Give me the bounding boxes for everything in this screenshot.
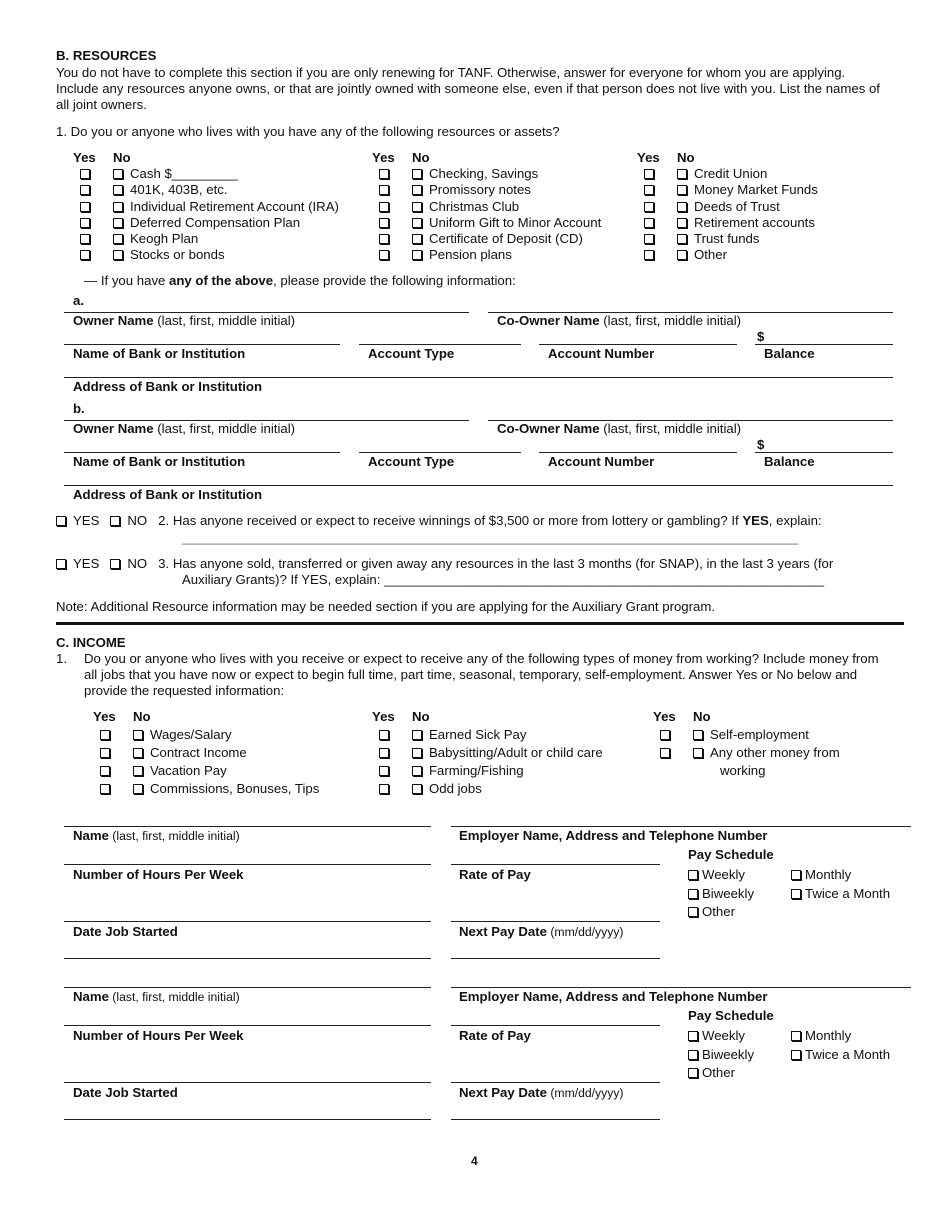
- checklist-item: [73, 166, 339, 182]
- checklist-item-label: Credit Union: [694, 166, 768, 182]
- hours-line[interactable]: [64, 921, 431, 922]
- job-name-line[interactable]: [64, 1025, 431, 1026]
- hours-per-week-label: Number of Hours Per Week: [73, 867, 244, 882]
- q2-explain-line[interactable]: ____________________________________________________________________________________: [182, 530, 799, 545]
- q3-yes-checkbox[interactable]: [56, 559, 66, 569]
- twice-a-month-checkbox[interactable]: [791, 1050, 801, 1060]
- bank-name-line[interactable]: [64, 452, 340, 453]
- yes-checkbox[interactable]: [379, 218, 389, 228]
- date-started-line[interactable]: [64, 1119, 431, 1120]
- rate-of-pay-label: Rate of Pay: [459, 1028, 531, 1043]
- twice-a-month-checkbox[interactable]: [791, 889, 801, 899]
- no-checkbox[interactable]: [412, 234, 422, 244]
- checklist-item-label: Deeds of Trust: [694, 198, 780, 214]
- other-checkbox[interactable]: [688, 907, 698, 917]
- resources-col1: [73, 150, 339, 263]
- section-divider: [56, 622, 904, 625]
- resources-question-1: 1. Do you or anyone who lives with you have any of the following resources or assets?: [56, 124, 560, 139]
- bank-address-line[interactable]: [64, 377, 893, 378]
- job-name-label: Name (last, first, middle initial): [73, 989, 240, 1004]
- yes-checkbox[interactable]: [644, 218, 654, 228]
- no-checkbox[interactable]: [412, 730, 422, 740]
- yes-header: Yes: [93, 709, 116, 724]
- income-col3-continuation: working: [720, 763, 766, 778]
- bank-address-label: Address of Bank or Institution: [73, 487, 263, 502]
- yes-checkbox[interactable]: [80, 202, 90, 212]
- no-checkbox[interactable]: [677, 218, 687, 228]
- checklist-item-label: Stocks or bonds: [130, 247, 225, 263]
- income-col2: [372, 709, 603, 799]
- yes-checkbox[interactable]: [644, 202, 654, 212]
- resources-intro: You do not have to complete this section if you are only renewing for TANF. Otherwise, answer for everyone for whom you are applying. Include any resources anyone owns, or that are jointly owned with someone else, even if that person does not live with you. List the names of all joint owners.: [56, 65, 880, 113]
- income-col1: [93, 709, 319, 799]
- checklist-item-label: Commissions, Bonuses, Tips: [150, 781, 320, 796]
- employer-label: Employer Name, Address and Telephone Number: [459, 828, 768, 843]
- checklist-item-label: Vacation Pay: [150, 763, 227, 778]
- yes-checkbox[interactable]: [660, 730, 670, 740]
- yes-checkbox[interactable]: [644, 234, 654, 244]
- rate-of-pay-label: Rate of Pay: [459, 867, 531, 882]
- other-option[interactable]: Other: [688, 904, 735, 919]
- account-type-label: Account Type: [368, 346, 455, 361]
- income-col3: [653, 709, 840, 781]
- page-number: 4: [471, 1154, 478, 1168]
- checklist-item: [372, 781, 603, 799]
- question-3: YES NO 3. Has anyone sold, transferred or given away any resources in the last 3 months (for SNAP), in the last 3 years (for: [56, 556, 833, 571]
- income-heading: C. INCOME: [56, 635, 126, 650]
- account-type-line[interactable]: [359, 344, 521, 345]
- checklist-item: [372, 745, 603, 763]
- twice-a-month-option[interactable]: Twice a Month: [791, 886, 890, 901]
- monthly-option[interactable]: Monthly: [791, 867, 851, 882]
- yes-checkbox[interactable]: [100, 784, 110, 794]
- checklist-item-label: Other: [694, 247, 727, 263]
- monthly-option[interactable]: Monthly: [791, 1028, 851, 1043]
- yes-checkbox[interactable]: [379, 202, 389, 212]
- no-checkbox[interactable]: [113, 250, 123, 260]
- date-job-started-label: Date Job Started: [73, 924, 178, 939]
- yes-checkbox[interactable]: [379, 766, 389, 776]
- account-type-line[interactable]: [359, 452, 521, 453]
- income-question-1: Do you or anyone who lives with you receive or expect to receive any of the following types of money from working? Include money from all jobs that you have now or expect to begin full time, part time, seasonal, temporary, self-employment. Answer Yes or No below and provide the requested information:: [84, 651, 879, 699]
- checklist-item-label: Keogh Plan: [130, 231, 199, 247]
- other-checkbox[interactable]: [688, 1068, 698, 1078]
- checklist-item: [73, 199, 339, 215]
- other-option[interactable]: Other: [688, 1065, 735, 1080]
- owner-name-label: Owner Name (last, first, middle initial): [73, 421, 296, 436]
- checklist-item-label: Earned Sick Pay: [429, 727, 527, 742]
- checklist-item-label: Wages/Salary: [150, 727, 232, 742]
- checklist-item: [372, 215, 601, 231]
- checklist-item-label: Self-employment: [710, 727, 809, 742]
- yes-header: Yes: [637, 150, 660, 165]
- yes-checkbox[interactable]: [379, 730, 389, 740]
- job-name-line[interactable]: [64, 864, 431, 865]
- checklist-item-label: Checking, Savings: [429, 166, 539, 182]
- checklist-item: [372, 763, 603, 781]
- no-checkbox[interactable]: [412, 766, 422, 776]
- account-number-line[interactable]: [539, 452, 737, 453]
- no-checkbox[interactable]: [412, 169, 422, 179]
- coowner-name-label: Co-Owner Name (last, first, middle initial): [497, 313, 742, 328]
- weekly-checkbox[interactable]: [688, 1031, 698, 1041]
- no-checkbox[interactable]: [133, 784, 143, 794]
- no-checkbox[interactable]: [133, 748, 143, 758]
- no-header: No: [133, 709, 151, 724]
- bank-address-line[interactable]: [64, 485, 893, 486]
- employer-top-line: [451, 987, 911, 988]
- yes-header: Yes: [73, 150, 96, 165]
- weekly-option[interactable]: Weekly: [688, 867, 745, 882]
- yes-checkbox[interactable]: [100, 730, 110, 740]
- pay-schedule-label: Pay Schedule: [688, 847, 774, 862]
- yes-checkbox[interactable]: [100, 748, 110, 758]
- no-checkbox[interactable]: [133, 730, 143, 740]
- yes-header: Yes: [653, 709, 676, 724]
- no-checkbox[interactable]: [113, 185, 123, 195]
- weekly-option[interactable]: Weekly: [688, 1028, 745, 1043]
- yes-checkbox[interactable]: [80, 218, 90, 228]
- checklist-item: [93, 781, 319, 799]
- biweekly-option[interactable]: Biweekly: [688, 1047, 754, 1062]
- biweekly-checkbox[interactable]: [688, 1050, 698, 1060]
- hours-line[interactable]: [64, 1082, 431, 1083]
- no-checkbox[interactable]: [113, 218, 123, 228]
- bank-name-label: Name of Bank or Institution: [73, 454, 246, 469]
- block-letter: a.: [73, 293, 84, 308]
- checklist-item: [653, 745, 840, 763]
- yes-checkbox[interactable]: [644, 169, 654, 179]
- account-number-label: Account Number: [548, 346, 655, 361]
- yes-checkbox[interactable]: [379, 185, 389, 195]
- checklist-item-label: Babysitting/Adult or child care: [429, 745, 603, 760]
- balance-line[interactable]: [755, 344, 893, 345]
- yes-checkbox[interactable]: [80, 250, 90, 260]
- no-checkbox[interactable]: [677, 169, 687, 179]
- coowner-name-label: Co-Owner Name (last, first, middle initial): [497, 421, 742, 436]
- yes-checkbox[interactable]: [644, 250, 654, 260]
- yes-checkbox[interactable]: [379, 784, 389, 794]
- checklist-item: [73, 182, 339, 198]
- employer-line[interactable]: [451, 1025, 660, 1026]
- no-checkbox[interactable]: [113, 169, 123, 179]
- checklist-item: [372, 231, 601, 247]
- question-3-cont: Auxiliary Grants)? If YES, explain: ____________________________________________________________: [182, 572, 825, 587]
- yes-checkbox[interactable]: [100, 766, 110, 776]
- checklist-item-label: Pension plans: [429, 247, 512, 263]
- next-pay-date-line[interactable]: [451, 958, 660, 959]
- no-checkbox[interactable]: [412, 185, 422, 195]
- employer-label: Employer Name, Address and Telephone Number: [459, 989, 768, 1004]
- no-checkbox[interactable]: [113, 234, 123, 244]
- checklist-item: [637, 231, 818, 247]
- balance-label: Balance: [764, 346, 815, 361]
- no-header: No: [693, 709, 711, 724]
- date-started-line[interactable]: [64, 958, 431, 959]
- job-top-line: [64, 826, 431, 827]
- employer-line[interactable]: [451, 864, 660, 865]
- monthly-checkbox[interactable]: [791, 870, 801, 880]
- no-checkbox[interactable]: [113, 202, 123, 212]
- checklist-item-label: Christmas Club: [429, 198, 520, 214]
- question-2: YES NO 2. Has anyone received or expect to receive winnings of $3,500 or more from lottery or gambling? If YES, explain:: [56, 513, 822, 528]
- account-number-line[interactable]: [539, 344, 737, 345]
- checklist-item-label: Individual Retirement Account (IRA): [130, 198, 339, 214]
- no-header: No: [677, 150, 695, 165]
- no-checkbox[interactable]: [677, 202, 687, 212]
- no-checkbox[interactable]: [677, 185, 687, 195]
- checklist-item-label: Promissory notes: [429, 182, 531, 198]
- yes-checkbox[interactable]: [660, 748, 670, 758]
- q3-no-checkbox[interactable]: [110, 559, 120, 569]
- checklist-item: [93, 745, 319, 763]
- bank-name-line[interactable]: [64, 344, 340, 345]
- no-checkbox[interactable]: [677, 250, 687, 260]
- resources-heading: B. RESOURCES: [56, 48, 157, 63]
- no-checkbox[interactable]: [693, 748, 703, 758]
- checklist-item: [372, 247, 601, 263]
- checklist-item-label: Uniform Gift to Minor Account: [429, 214, 602, 230]
- checklist-item: [637, 215, 818, 231]
- biweekly-checkbox[interactable]: [688, 889, 698, 899]
- rate-line[interactable]: [451, 921, 660, 922]
- block-letter: b.: [73, 401, 85, 416]
- yes-checkbox[interactable]: [379, 748, 389, 758]
- yes-header: Yes: [372, 709, 395, 724]
- pay-schedule-label: Pay Schedule: [688, 1008, 774, 1023]
- balance-line[interactable]: [755, 452, 893, 453]
- yes-checkbox[interactable]: [644, 185, 654, 195]
- job-top-line: [64, 987, 431, 988]
- no-checkbox[interactable]: [412, 218, 422, 228]
- account-type-label: Account Type: [368, 454, 455, 469]
- balance-label: Balance: [764, 454, 815, 469]
- dollar-sign: $: [757, 437, 765, 452]
- checklist-item: [637, 182, 818, 198]
- no-checkbox[interactable]: [412, 202, 422, 212]
- resources-note: Note: Additional Resource information may be needed section if you are applying for the Auxiliary Grant program.: [56, 599, 716, 614]
- dollar-sign: $: [757, 329, 765, 344]
- date-job-started-label: Date Job Started: [73, 1085, 178, 1100]
- checklist-item: [73, 215, 339, 231]
- bank-name-label: Name of Bank or Institution: [73, 346, 246, 361]
- no-checkbox[interactable]: [412, 748, 422, 758]
- checklist-item-label: Cash $_________: [130, 166, 238, 182]
- no-checkbox[interactable]: [412, 250, 422, 260]
- yes-header: Yes: [372, 150, 395, 165]
- yes-checkbox[interactable]: [379, 250, 389, 260]
- checklist-item: [372, 182, 601, 198]
- weekly-checkbox[interactable]: [688, 870, 698, 880]
- q2-yes-checkbox[interactable]: [56, 516, 66, 526]
- account-number-label: Account Number: [548, 454, 655, 469]
- yes-checkbox[interactable]: [80, 169, 90, 179]
- next-pay-date-label: Next Pay Date (mm/dd/yyyy): [459, 924, 624, 939]
- no-header: No: [412, 150, 430, 165]
- checklist-item: [73, 247, 339, 263]
- twice-a-month-option[interactable]: Twice a Month: [791, 1047, 890, 1062]
- resources-col2: [372, 150, 601, 263]
- no-header: No: [113, 150, 131, 165]
- biweekly-option[interactable]: Biweekly: [688, 886, 754, 901]
- income-q1-number: 1.: [56, 651, 67, 666]
- hours-per-week-label: Number of Hours Per Week: [73, 1028, 244, 1043]
- checklist-item: [637, 199, 818, 215]
- bank-address-label: Address of Bank or Institution: [73, 379, 263, 394]
- checklist-item-label: 401K, 403B, etc.: [130, 182, 228, 198]
- checklist-item: [372, 166, 601, 182]
- no-header: No: [412, 709, 430, 724]
- yes-checkbox[interactable]: [379, 169, 389, 179]
- checklist-item-label: Deferred Compensation Plan: [130, 214, 301, 230]
- resources-col3: [637, 150, 818, 263]
- monthly-checkbox[interactable]: [791, 1031, 801, 1041]
- no-checkbox[interactable]: [677, 234, 687, 244]
- q2-no-checkbox[interactable]: [110, 516, 120, 526]
- checklist-item: [653, 727, 840, 745]
- checklist-item-label: Any other money from: [710, 745, 840, 760]
- checklist-item: [93, 727, 319, 745]
- checklist-item-label: Certificate of Deposit (CD): [429, 231, 583, 247]
- checklist-item: [372, 199, 601, 215]
- checklist-item: [637, 166, 818, 182]
- checklist-item: [372, 727, 603, 745]
- checklist-item-label: Odd jobs: [429, 781, 482, 796]
- no-checkbox[interactable]: [133, 766, 143, 776]
- checklist-item-label: Money Market Funds: [694, 182, 818, 198]
- checklist-item-label: Farming/Fishing: [429, 763, 524, 778]
- no-checkbox[interactable]: [412, 784, 422, 794]
- owner-name-label: Owner Name (last, first, middle initial): [73, 313, 296, 328]
- yes-checkbox[interactable]: [80, 234, 90, 244]
- checklist-item-label: Retirement accounts: [694, 214, 815, 230]
- checklist-item-label: Contract Income: [150, 745, 247, 760]
- checklist-item: [73, 231, 339, 247]
- checklist-item: [93, 763, 319, 781]
- no-checkbox[interactable]: [693, 730, 703, 740]
- provide-info-instruction: — If you have any of the above, please provide the following information:: [84, 273, 516, 288]
- rate-line[interactable]: [451, 1082, 660, 1083]
- employer-top-line: [451, 826, 911, 827]
- yes-checkbox[interactable]: [379, 234, 389, 244]
- yes-checkbox[interactable]: [80, 185, 90, 195]
- job-name-label: Name (last, first, middle initial): [73, 828, 240, 843]
- next-pay-date-label: Next Pay Date (mm/dd/yyyy): [459, 1085, 624, 1100]
- checklist-item: [637, 247, 818, 263]
- checklist-item-label: Trust funds: [694, 231, 760, 247]
- next-pay-date-line[interactable]: [451, 1119, 660, 1120]
